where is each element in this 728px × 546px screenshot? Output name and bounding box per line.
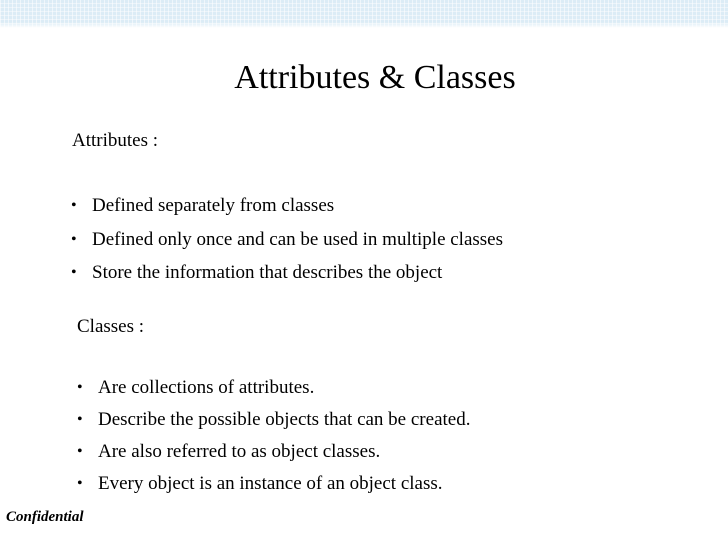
- bullet-icon: •: [77, 443, 83, 460]
- list-item: [76, 409, 470, 441]
- classes-bullet-list: [76, 377, 470, 505]
- list-item: [76, 441, 470, 473]
- list-item: [70, 229, 503, 263]
- classes-heading: Classes :: [77, 316, 145, 337]
- list-item-text: Every object is an instance of an object class.: [98, 473, 443, 494]
- bullet-icon: •: [77, 379, 83, 396]
- list-item: [76, 377, 470, 409]
- list-item-text: Are also referred to as object classes.: [98, 441, 381, 462]
- list-item-text: Describe the possible objects that can be created.: [98, 409, 471, 430]
- bullet-icon: •: [71, 197, 77, 214]
- bullet-icon: •: [71, 230, 77, 248]
- list-item: [70, 262, 503, 296]
- confidential-footer: Confidential: [6, 509, 84, 525]
- bullet-icon: •: [77, 475, 83, 492]
- list-item: [76, 473, 470, 505]
- bullet-icon: •: [77, 411, 83, 428]
- list-item-text: Store the information that describes the object: [92, 262, 443, 283]
- bullet-icon: •: [71, 264, 77, 281]
- list-item-text: Defined separately from classes: [92, 195, 335, 216]
- attributes-bullet-list: [70, 195, 503, 296]
- slide-title: Attributes & Classes: [234, 59, 516, 96]
- list-item: [70, 195, 503, 229]
- list-item-text: Defined only once and can be used in multiple classes: [92, 228, 504, 250]
- decorative-top-band: [0, 0, 728, 28]
- list-item-text: Are collections of attributes.: [98, 377, 315, 398]
- attributes-heading: Attributes :: [72, 130, 159, 151]
